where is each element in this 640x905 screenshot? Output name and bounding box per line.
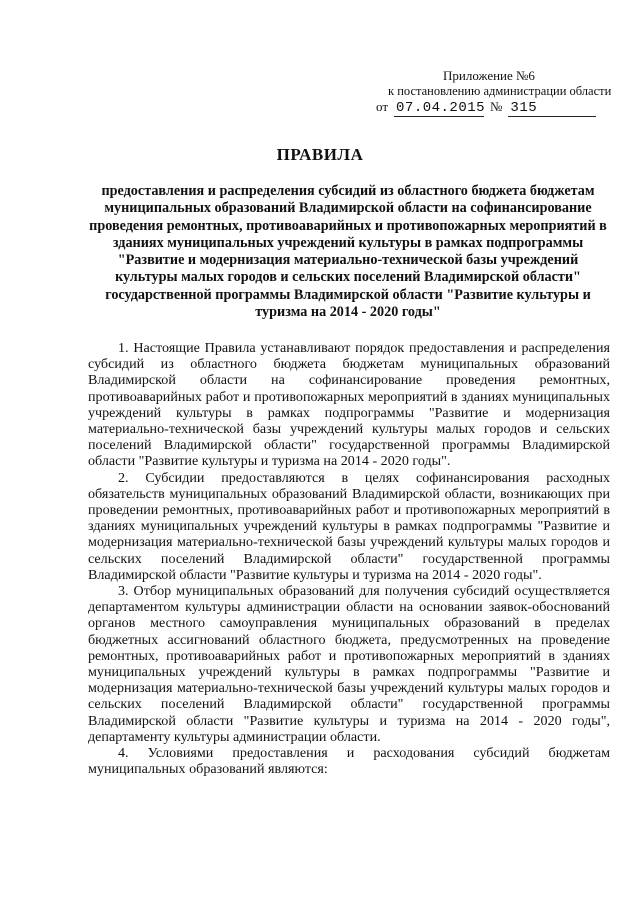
paragraph-1: 1. Настоящие Правила устанавливают порядок предоставления и распределения субсидий из областного бюджета бюджетам муниципальных образований Владимирской области на софинансирование проведения ремонтных, противоаварийных работ и противопожарных мероприятий в зданиях муниципальных учреждений культуры в рамках подпрограммы "Развитие и модернизация материально-технической базы учреждений культуры малых городов и сельских поселений Владимирской области" государственной программы Владимирской области "Развитие культуры и туризма на 2014 - 2020 годы". [88, 340, 610, 470]
appendix-title: Приложение №6 [443, 68, 535, 83]
document-body [88, 340, 610, 777]
paragraph-4: 4. Условиями предоставления и расходования субсидий бюджетам муниципальных образований являются: [88, 745, 610, 778]
document-title: ПРАВИЛА [276, 145, 364, 164]
appendix-date-row [376, 99, 596, 117]
paragraph-2: 2. Субсидии предоставляются в целях софинансирования расходных обязательств муниципальных образований Владимирской области, возникающих при проведении ремонтных, противоаварийных работ и противопожарных мероприятий в зданиях муниципальных учреждений культуры в рамках подпрограммы "Развитие и модернизация материально-технической базы учреждений культуры малых городов и сельских поселений Владимирской области" государственной программы Владимирской области "Развитие культуры и туризма на 2014 - 2020 годы". [88, 469, 610, 583]
number-prefix: № [490, 99, 503, 114]
document-subtitle: предоставления и распределения субсидий из областного бюджета бюджетам муниципальных образований Владимирской области на софинансирование проведения ремонтных, противоаварийных и противопожарных мероприятий в зданиях муниципальных учреждений культуры в рамках подпрограммы "Развитие и модернизация материально-технической базы учреждений культуры малых городов и сельских поселений Владимирской области" государственной программы Владимирской области "Развитие культуры и туризма на 2014 - 2020 годы" [89, 183, 607, 321]
date-value: 07.04.2015 [396, 100, 486, 116]
date-prefix: от [376, 99, 389, 114]
appendix-subtitle: к постановлению администрации области [388, 84, 612, 98]
paragraph-3: 3. Отбор муниципальных образований для получения субсидий осуществляется департаментом культуры администрации области на основании заявок-обоснований органов местного самоуправления муниципальных образований в пределах бюджетных ассигнований областного бюджета, предусмотренных на проведение ремонтных, противоаварийных работ и противопожарных мероприятий в зданиях муниципальных учреждений культуры в рамках подпрограммы "Развитие и модернизация материально-технической базы учреждений культуры малых городов и сельских поселений Владимирской области" государственной программы Владимирской области "Развитие культуры и туризма на 2014 - 2020 годы", департаменту культуры администрации области. [88, 583, 610, 745]
number-value: 315 [508, 101, 596, 117]
